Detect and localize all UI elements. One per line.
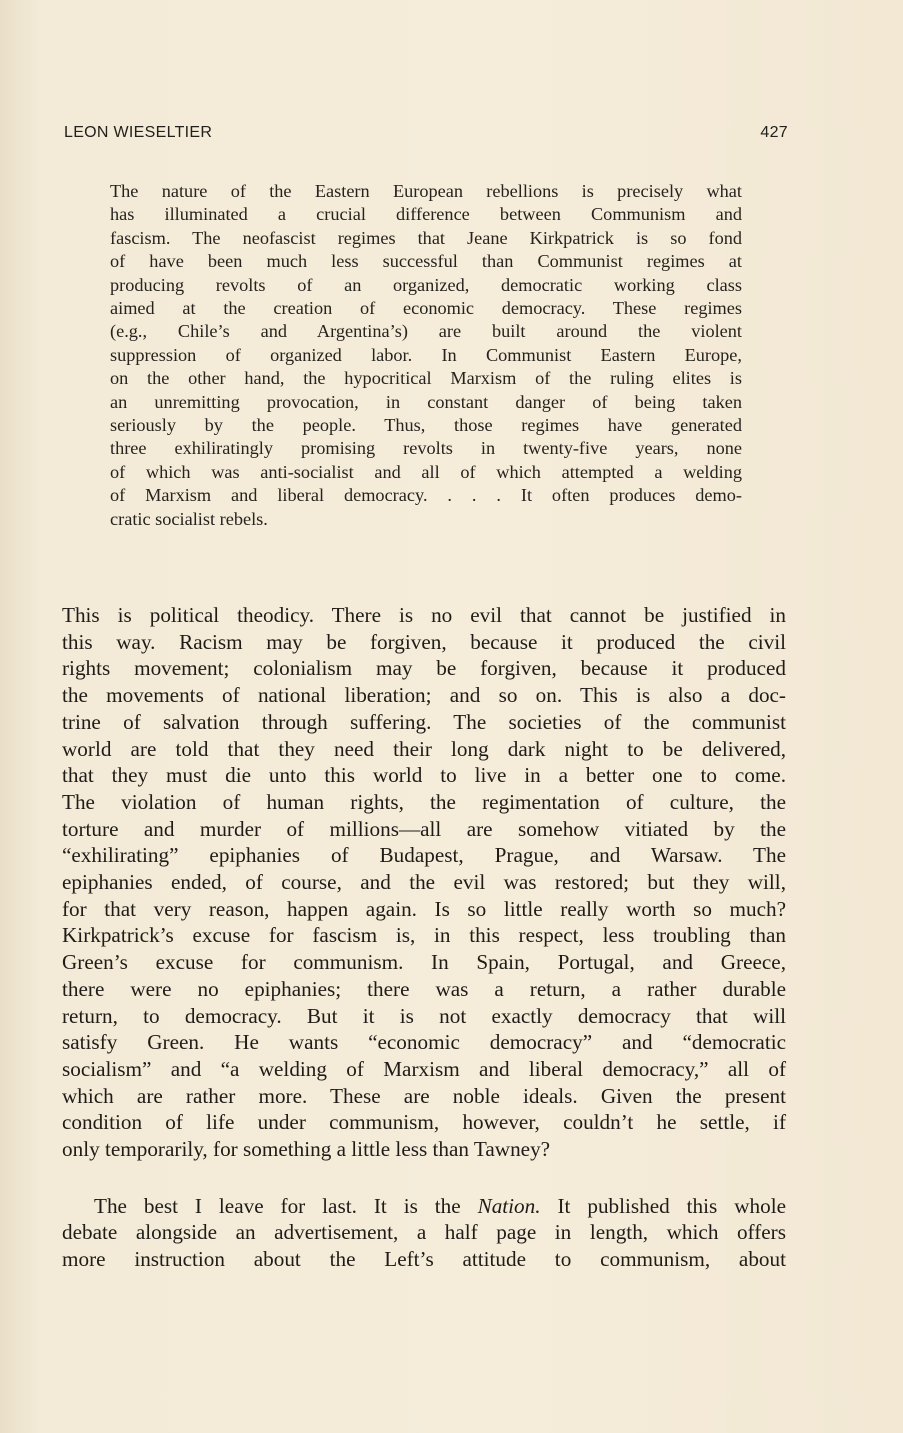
paragraph-political-theodicy [62, 602, 786, 1163]
body-line: Green’s excuse for communism. In Spain, Portugal, and Greece, [62, 950, 786, 975]
body-line: the movements of national liberation; and so on. This is also a doc- [62, 683, 786, 708]
body-line-first [62, 1193, 786, 1220]
quote-line: of Marxism and liberal democracy. . . . It often produces demo- [110, 485, 742, 506]
body-line: “exhilirating” epiphanies of Budapest, Prague, and Warsaw. The [62, 843, 786, 868]
publication-title: Nation. [477, 1193, 541, 1218]
paragraph-the-nation [62, 1193, 786, 1273]
body-line: socialism” and “a welding of Marxism and liberal democracy,” all of [62, 1056, 786, 1081]
body-line: This is political theodicy. There is no evil that cannot be justified in [62, 603, 786, 627]
page-number: 427 [760, 124, 788, 141]
quote-line: has illuminated a crucial difference between Communism and [110, 204, 742, 225]
body-line: world are told that they need their long dark night to be delivered, [62, 736, 786, 761]
body-line: more instruction about the Left’s attitude to communism, about [62, 1247, 786, 1272]
body-line: for that very reason, happen again. Is so little really worth so much? [62, 896, 786, 921]
block-quote [110, 180, 742, 531]
body-line: rights movement; colonialism may be forgiven, because it produced [62, 656, 786, 681]
line-text: The best I leave for last. It is the [94, 1193, 478, 1218]
quote-line: of have been much less successful than Communist regimes at [110, 251, 742, 272]
quote-line: an unremitting provocation, in constant danger of being taken [110, 391, 742, 412]
body-line: debate alongside an advertisement, a half page in length, which offers [62, 1220, 786, 1245]
quote-line: The nature of the Eastern European rebellions is precisely what [110, 181, 742, 201]
body-line: The violation of human rights, the regimentation of culture, the [62, 789, 786, 814]
body-line: which are rather more. These are noble ideals. Given the present [62, 1083, 786, 1108]
body-line: this way. Racism may be forgiven, because it produced the civil [62, 629, 786, 654]
quote-line: suppression of organized labor. In Communist Eastern Europe, [110, 344, 742, 365]
quote-line: fascism. The neofascist regimes that Jeane Kirkpatrick is so fond [110, 227, 742, 248]
body-line: epiphanies ended, of course, and the evil was restored; but they will, [62, 870, 786, 895]
body-line: that they must die unto this world to live in a better one to come. [62, 763, 786, 788]
body-line: Kirkpatrick’s excuse for fascism is, in this respect, less troubling than [62, 923, 786, 948]
body-line: condition of life under communism, however, couldn’t he settle, if [62, 1110, 786, 1135]
quote-line: cratic socialist rebels. [110, 508, 268, 529]
paragraph-gap [62, 1163, 786, 1193]
quote-line: (e.g., Chile’s and Argentina’s) are built around the violent [110, 321, 742, 342]
body-line: satisfy Green. He wants “economic democracy” and “democratic [62, 1030, 786, 1055]
body-line: torture and murder of millions—all are somehow vitiated by the [62, 816, 786, 841]
running-head [64, 124, 788, 148]
quote-line: on the other hand, the hypocritical Marxism of the ruling elites is [110, 368, 742, 389]
quote-line: three exhiliratingly promising revolts in twenty-five years, none [110, 438, 742, 459]
line-text: It published this whole [540, 1193, 786, 1218]
running-head-author: LEON WIESELTIER [64, 124, 213, 141]
body-line: there were no epiphanies; there was a return, a rather durable [62, 976, 786, 1001]
body-line: only temporarily, for something a little less than Tawney? [62, 1137, 551, 1162]
quote-line: of which was anti-socialist and all of which attempted a welding [110, 461, 742, 482]
quote-line: producing revolts of an organized, democratic working class [110, 274, 742, 295]
quote-line: seriously by the people. Thus, those regimes have generated [110, 415, 742, 436]
body-text [62, 602, 786, 1273]
body-line: return, to democracy. But it is not exactly democracy that will [62, 1003, 786, 1028]
body-line: trine of salvation through suffering. The societies of the communist [62, 709, 786, 734]
quote-line: aimed at the creation of economic democracy. These regimes [110, 298, 742, 319]
